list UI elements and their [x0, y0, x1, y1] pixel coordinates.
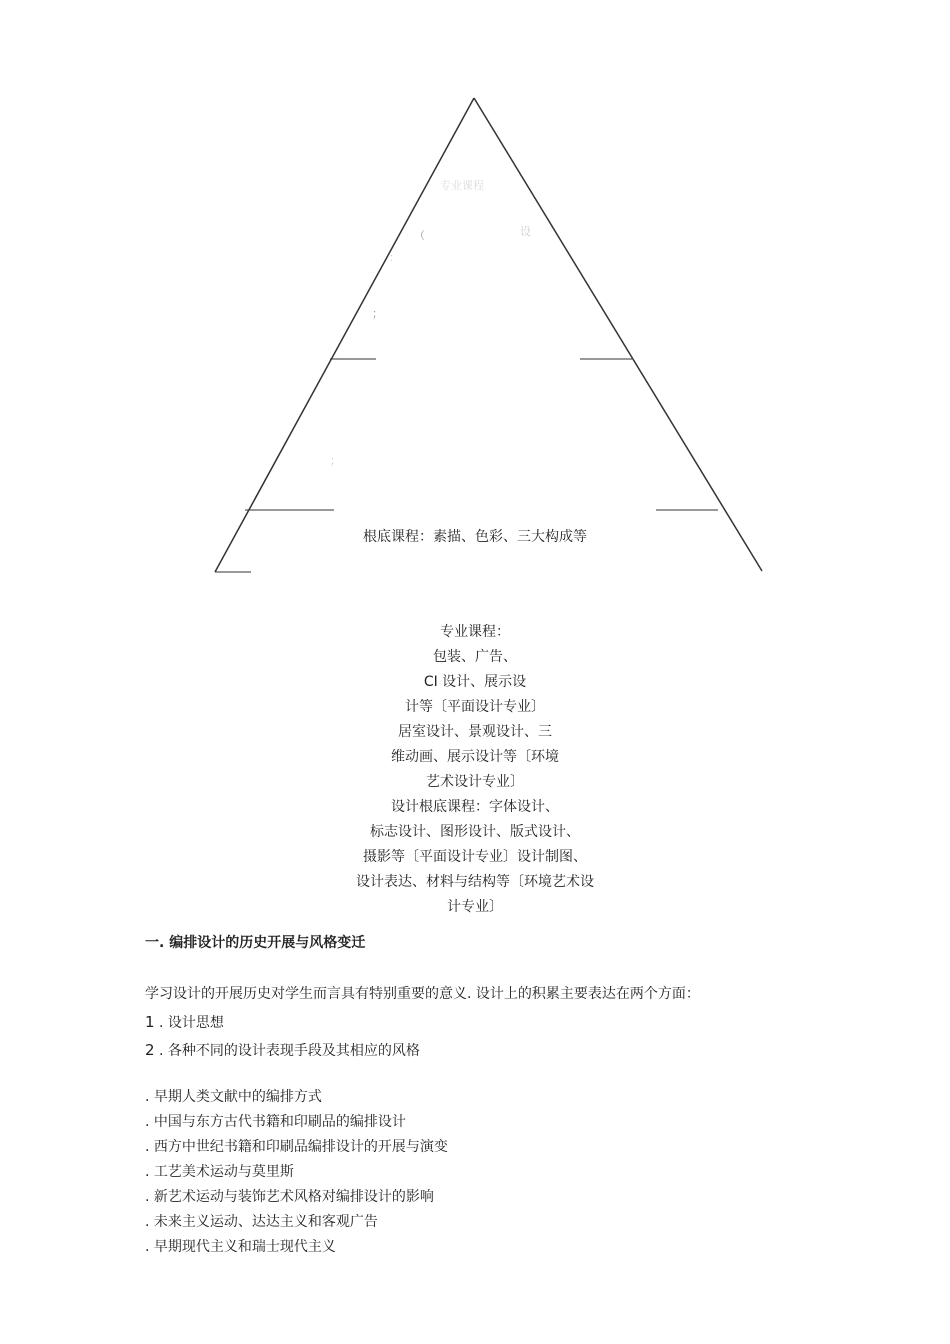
course-line: 设计根底课程：字体设计、	[391, 799, 559, 815]
ghost-mark-paren: （	[414, 229, 425, 242]
course-line: 居室设计、景观设计、三	[398, 724, 552, 740]
item-number: 1	[145, 1013, 155, 1031]
item-text: . 各种不同的设计表现手段及其相应的风格	[159, 1043, 420, 1059]
course-line: 专业课程：	[440, 624, 510, 640]
ghost-mark-top: 专业课程	[440, 179, 484, 192]
list-item: . 早期现代主义和瑞士现代主义	[145, 1239, 336, 1255]
course-line: 包装、广告、	[433, 649, 517, 665]
course-line: 计等〔平面设计专业〕	[405, 699, 545, 715]
item-number: 2	[145, 1041, 155, 1059]
pyramid-diagram	[0, 0, 950, 600]
course-line: 维动画、展示设计等〔环境	[391, 749, 559, 765]
course-line: 艺术设计专业〕	[426, 774, 524, 790]
pyramid-base-label: 根底课程：素描、色彩、三大构成等	[363, 529, 587, 545]
ghost-mark-she: 设	[520, 225, 531, 238]
course-description-block	[275, 620, 675, 920]
list-item: . 中国与东方古代书籍和印刷品的编排设计	[145, 1114, 406, 1130]
course-line: 计专业〕	[447, 899, 503, 915]
course-line: 摄影等〔平面设计专业〕设计制图、	[363, 849, 587, 865]
list-item: . 新艺术运动与装饰艺术风格对编排设计的影响	[145, 1189, 434, 1205]
list-item: . 西方中世纪书籍和印刷品编排设计的开展与演变	[145, 1139, 448, 1155]
ghost-mark-semicolon-2: ；	[330, 454, 341, 467]
history-topic-list	[145, 1085, 448, 1260]
list-item: . 工艺美术运动与莫里斯	[145, 1164, 294, 1180]
ghost-mark-colon: ：	[389, 251, 400, 264]
course-line: CI 设计、展示设	[423, 674, 527, 690]
numbered-list	[145, 1009, 420, 1065]
numbered-item	[145, 1009, 420, 1037]
list-item: . 未来主义运动、达达主义和客观广告	[145, 1214, 378, 1230]
numbered-item	[145, 1037, 420, 1065]
list-item: . 早期人类文献中的编排方式	[145, 1089, 322, 1105]
section-heading: 一. 编排设计的历史开展与风格变迁	[145, 935, 366, 951]
course-line: 标志设计、图形设计、版式设计、	[370, 824, 580, 840]
item-text: . 设计思想	[159, 1015, 224, 1031]
course-line: 设计表达、材料与结构等〔环境艺术设	[356, 874, 594, 890]
ghost-mark-semicolon-1: ；	[372, 307, 383, 320]
intro-paragraph: 学习设计的开展历史对学生而言具有特别重要的意义. 设计上的积累主要表达在两个方面：	[145, 986, 700, 1002]
pyramid-right-edge	[474, 98, 762, 571]
pyramid-left-edge	[215, 98, 474, 572]
